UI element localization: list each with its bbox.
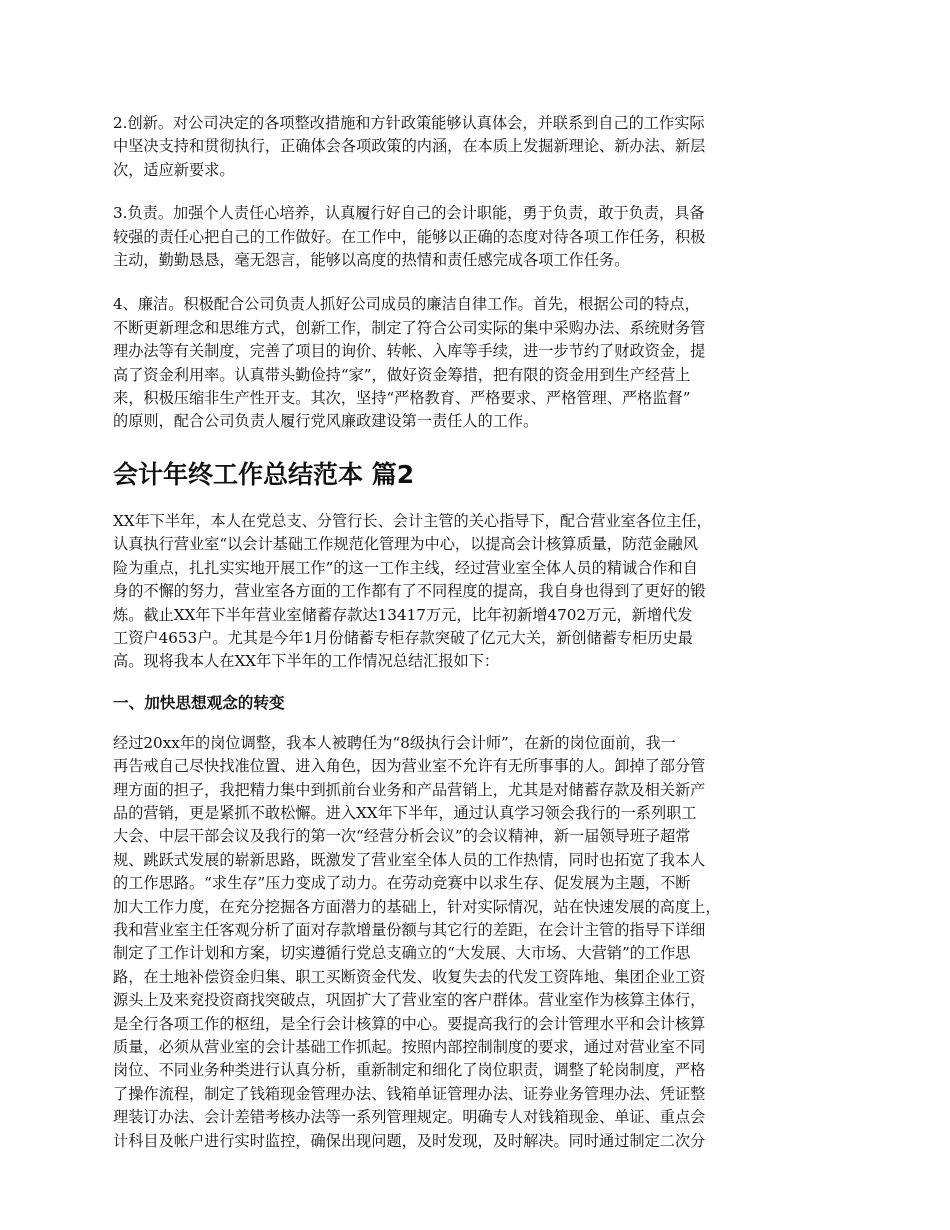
text-line: 源头上及来兖投资商找突破点，巩固扩大了营业室的客户群体。营业室作为核算主体行， [113, 991, 706, 1010]
text-line: 是全行各项工作的枢纽，是全行会计核算的中心。要提高我行的会计管理水平和会计核算 [113, 1014, 706, 1033]
text-line: 次，适应新要求。 [113, 160, 235, 179]
text-line: 规、跳跃式发展的崭新思路，既激发了营业室全体人员的工作热情，同时也拓宽了我本人 [113, 850, 706, 869]
text-line: 了操作流程，制定了钱箱现金管理办法、钱箱单证管理办法、证券业务管理办法、凭证整 [113, 1084, 706, 1103]
text-line: 2.创新。对公司决定的各项整改措施和方针政策能够认真体会，并联系到自己的工作实际 [113, 114, 705, 132]
paragraph-innovation [113, 112, 850, 182]
paragraph-integrity [113, 293, 850, 433]
text-line: 高了资金利用率。认真带头勤俭持“家”，做好资金筹措，把有限的资金用到生产经营上 [113, 365, 691, 384]
text-line: 理方面的担子，我把精力集中到抓前台业务和产品营销上，尤其是对储蓄存款及相关新产 [113, 780, 706, 799]
text-line: 的原则，配合公司负责人履行党风廉政建设第一责任人的工作。 [113, 412, 539, 431]
text-line: 加大工作力度，在充分挖掘各方面潜力的基础上，针对实际情况，站在快速发展的高度上， [113, 897, 721, 916]
text-line: 主动，勤勤恳恳，毫无怨言，能够以高度的热情和责任感完成各项工作任务。 [113, 251, 630, 270]
text-line: 险为重点，扎扎实实地开展工作”的这一工作主线，经过营业室全体人员的精诚合作和自 [113, 558, 698, 577]
text-line: 工资户4653户。尤其是今年1月份储蓄专柜存款突破了亿元大关，新创储蓄专柜历史最 [113, 628, 693, 647]
text-line: 3.负责。加强个人责任心培养，认真履行好自己的会计职能，勇于负责，敢于负责，具备 [113, 204, 705, 223]
text-line: 中坚决支持和贯彻执行，正确体会各项政策的内涵，在本质上发掘新理论、新办法、新层 [113, 137, 706, 156]
text-line: 岗位、不同业务种类进行认真分析，重新制定和细化了岗位职责，调整了轮岗制度，严格 [113, 1061, 706, 1080]
paragraph-mindset [113, 732, 850, 1153]
text-line: 理办法等有关制度，完善了项目的询价、转帐、入库等手续，进一步节约了财政资金，提 [113, 342, 706, 361]
text-line: 路，在土地补偿资金归集、职工买断资金代发、收复失去的代发工资阵地、集团企业工资 [113, 967, 706, 986]
document-page [113, 112, 850, 1153]
text-line: 质量，必须从营业室的会计基础工作抓起。按照内部控制制度的要求，通过对营业室不同 [113, 1038, 706, 1056]
paragraph-intro [113, 510, 850, 674]
text-line: 来，积极压缩非生产性开支。其次，坚持“严格教育、严格要求、严格管理、严格监督” [113, 389, 691, 408]
text-line: 品的营销，更是紧抓不敢松懈。进入XX年下半年，通过认真学习领会我行的一系列职工 [113, 803, 697, 822]
text-line: 经过20xx年的岗位调整，我本人被聘任为“8级执行会计师”，在新的岗位面前，我一 [113, 733, 676, 752]
text-line: 炼。截止XX年下半年营业室储蓄存款达13417万元，比年初新增4702万元，新增代发 [113, 605, 693, 624]
text-line: 4、廉洁。积极配合公司负责人抓好公司成员的廉洁自律工作。首先，根据公司的特点， [113, 295, 700, 314]
text-line: 较强的责任心把自己的工作做好。在工作中，能够以正确的态度对待各项工作任务，积极 [113, 227, 706, 246]
text-line: 身的不懈的努力，营业室各方面的工作都有了不同程度的提高，我自身也得到了更好的锻 [113, 582, 706, 601]
text-line: 的工作思路。“求生存”压力变成了动力。在劳动竞赛中以求生存、促发展为主题，不断 [113, 874, 691, 893]
text-line: 不断更新理念和思维方式，创新工作，制定了符合公司实际的集中采购办法、系统财务管 [113, 318, 706, 337]
text-line: 我和营业室主任客观分析了面对存款增量份额与其它行的差距，在会计主管的指导下详细 [113, 920, 706, 939]
text-line: 制定了工作计划和方案，切实遵循行党总支确立的“大发展、大市场、大营销”的工作思 [113, 944, 691, 963]
subsection-heading: 一、加快思想观念的转变 [113, 693, 285, 712]
text-line: 理装订办法、会计差错考核办法等一系列管理规定。明确专人对钱箱现金、单证、重点会 [113, 1108, 706, 1127]
text-line: 大会、中层干部会议及我行的第一次“经营分析会议”的会议精神，新一届领导班子超常 [113, 827, 691, 846]
section-heading: 会计年终工作总结范本 篇2 [113, 459, 415, 489]
text-line: 再告戒自己尽快找准位置、进入角色，因为营业室不允许有无所事事的人。卸掉了部分管 [113, 757, 706, 776]
text-line: 计科目及帐户进行实时监控，确保出现问题，及时发现，及时解决。同时通过制定二次分 [113, 1131, 706, 1150]
text-line: 认真执行营业室“以会计基础工作规范化管理为中心，以提高会计核算质量，防范金融风 [113, 535, 698, 554]
paragraph-responsibility [113, 202, 850, 272]
text-line: 高。现将我本人在XX年下半年的工作情况总结汇报如下： [113, 652, 500, 671]
text-line: XX年下半年，本人在党总支、分管行长、会计主管的关心指导下，配合营业室各位主任， [113, 511, 712, 530]
